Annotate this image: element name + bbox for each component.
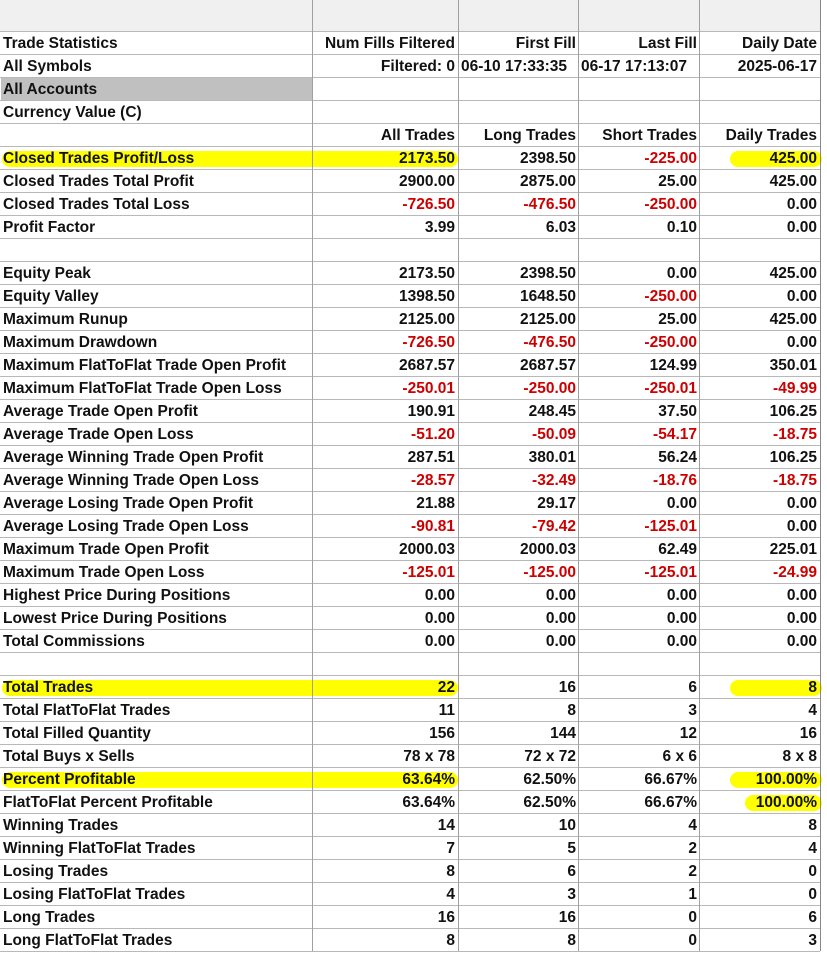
stat-value: -250.01 — [402, 380, 455, 397]
stat-row — [0, 169, 820, 193]
stat-value: 62.50% — [523, 771, 576, 788]
stat-value: 3 — [688, 702, 697, 719]
stat-value: 6 — [567, 863, 576, 880]
header-num-fills[interactable]: Num Fills Filtered — [324, 35, 455, 52]
stat-value: -50.09 — [532, 426, 576, 443]
stat-label: Total FlatToFlat Trades — [3, 702, 171, 719]
stat-value: 3.99 — [424, 219, 455, 236]
stat-row — [0, 859, 820, 883]
header-row — [0, 31, 820, 55]
stat-value: -49.99 — [773, 380, 817, 397]
stat-value: -250.00 — [644, 196, 697, 213]
stat-row — [0, 491, 820, 515]
stat-value: 1 — [688, 886, 697, 903]
stat-value: 10 — [558, 817, 576, 834]
stat-value: 106.25 — [769, 449, 817, 466]
stat-value: -32.49 — [532, 472, 576, 489]
stat-value: 6.03 — [545, 219, 576, 236]
stat-value: 29.17 — [537, 495, 576, 512]
stat-value: 25.00 — [658, 311, 697, 328]
stat-row — [0, 698, 820, 722]
bottom-row — [0, 951, 820, 966]
stat-label: Winning Trades — [3, 817, 119, 834]
stat-label: Losing Trades — [3, 863, 109, 880]
stat-value: 0.00 — [666, 610, 697, 627]
stat-value: 0 — [688, 932, 697, 949]
stat-label: FlatToFlat Percent Profitable — [3, 794, 213, 811]
stat-value: -250.00 — [523, 380, 576, 397]
stat-label: Profit Factor — [3, 219, 96, 236]
stat-value: 2 — [688, 840, 697, 857]
stat-value: 2687.57 — [519, 357, 576, 374]
stat-label: Maximum FlatToFlat Trade Open Profit — [3, 357, 287, 374]
stat-value: -51.20 — [411, 426, 455, 443]
stat-value: 0.00 — [424, 633, 455, 650]
stat-value: 4 — [808, 702, 817, 719]
col-all-trades[interactable]: All Trades — [380, 127, 455, 144]
stat-value: 0.00 — [424, 587, 455, 604]
stat-row — [0, 928, 820, 952]
stat-value: 106.25 — [769, 403, 817, 420]
stat-value: 3 — [567, 886, 576, 903]
stat-value: 0.00 — [786, 334, 817, 351]
header-last-fill[interactable]: Last Fill — [638, 35, 697, 52]
stat-row — [0, 767, 820, 791]
stat-label: Equity Peak — [3, 265, 91, 282]
stat-value: 100.00% — [755, 794, 817, 811]
stat-value: 8 — [567, 932, 576, 949]
stat-label: Long FlatToFlat Trades — [3, 932, 173, 949]
stat-value: -28.57 — [411, 472, 455, 489]
stat-value: 2900.00 — [398, 173, 455, 190]
top-blank-row — [0, 0, 820, 31]
stat-value: 248.45 — [528, 403, 576, 420]
stat-value: 0.00 — [545, 610, 576, 627]
stat-label: Total Trades — [3, 679, 94, 696]
stat-row — [0, 330, 820, 354]
stat-value: 425.00 — [769, 265, 817, 282]
stat-label: Average Trade Open Loss — [3, 426, 194, 443]
daily-date-value: 2025-06-17 — [737, 58, 817, 75]
stat-value: 287.51 — [407, 449, 455, 466]
stat-value: 0.00 — [666, 633, 697, 650]
stat-value: 72 x 72 — [524, 748, 576, 765]
symbols-row — [0, 54, 820, 78]
stat-value: 2173.50 — [398, 265, 455, 282]
stat-value: -125.01 — [402, 564, 455, 581]
stat-value: 16 — [558, 909, 576, 926]
stat-value: 8 x 8 — [782, 748, 817, 765]
col-daily-trades[interactable]: Daily Trades — [725, 127, 817, 144]
stat-value: 2398.50 — [519, 265, 576, 282]
stat-value: 100.00% — [755, 771, 817, 788]
stat-value: 21.88 — [416, 495, 455, 512]
stat-value: 22 — [437, 679, 455, 696]
stat-label: Average Losing Trade Open Loss — [3, 518, 249, 535]
stat-value: 7 — [446, 840, 455, 857]
stat-value: 380.01 — [528, 449, 576, 466]
stat-value: -250.00 — [644, 334, 697, 351]
stat-label: Maximum FlatToFlat Trade Open Loss — [3, 380, 282, 397]
stat-label: Percent Profitable — [3, 771, 136, 788]
stat-row — [0, 813, 820, 837]
first-fill-value: 06-10 17:33:35 — [461, 58, 567, 75]
stat-value: 16 — [799, 725, 817, 742]
stat-row — [0, 790, 820, 814]
stat-value: 425.00 — [769, 150, 817, 167]
stat-row — [0, 353, 820, 377]
stat-value: 0.00 — [424, 610, 455, 627]
stat-row — [0, 284, 820, 308]
stat-value: -476.50 — [523, 196, 576, 213]
column-header-row — [0, 123, 820, 147]
stat-row — [0, 376, 820, 400]
stat-value: 0.00 — [545, 633, 576, 650]
stat-value: 62.49 — [658, 541, 697, 558]
grid-divider — [458, 0, 459, 951]
stat-value: 6 — [808, 909, 817, 926]
stat-label: Closed Trades Profit/Loss — [3, 150, 195, 167]
stat-value: 16 — [437, 909, 455, 926]
stat-value: 63.64% — [402, 771, 455, 788]
stat-value: 56.24 — [658, 449, 697, 466]
header-daily-date[interactable]: Daily Date — [742, 35, 817, 52]
blank-row — [0, 238, 820, 262]
stat-value: 12 — [679, 725, 697, 742]
stat-value: 0.00 — [786, 610, 817, 627]
stat-value: 6 x 6 — [662, 748, 697, 765]
stat-value: 2398.50 — [519, 150, 576, 167]
stat-label: Average Losing Trade Open Profit — [3, 495, 254, 512]
stat-row — [0, 721, 820, 745]
stat-value: -476.50 — [523, 334, 576, 351]
stat-value: 5 — [567, 840, 576, 857]
stat-value: 8 — [446, 932, 455, 949]
stat-value: 0.00 — [786, 633, 817, 650]
grid-divider — [578, 0, 579, 951]
stat-row — [0, 261, 820, 285]
header-first-fill[interactable]: First Fill — [515, 35, 576, 52]
stat-value: -24.99 — [773, 564, 817, 581]
stat-value: 225.01 — [769, 541, 817, 558]
stat-value: 11 — [438, 702, 455, 719]
stat-value: 66.67% — [644, 794, 697, 811]
stat-value: 190.91 — [407, 403, 455, 420]
stat-value: 0 — [808, 863, 817, 880]
stat-label: Average Winning Trade Open Profit — [3, 449, 264, 466]
stat-value: -125.00 — [523, 564, 576, 581]
stat-label: Closed Trades Total Loss — [3, 196, 190, 213]
stat-value: 8 — [446, 863, 455, 880]
header-label: Trade Statistics — [3, 35, 118, 52]
stat-row — [0, 514, 820, 538]
stat-row — [0, 537, 820, 561]
stat-label: Lowest Price During Positions — [3, 610, 227, 627]
currency-row — [0, 100, 820, 124]
stat-value: 2875.00 — [519, 173, 576, 190]
stat-value: 124.99 — [649, 357, 697, 374]
stat-value: 1648.50 — [519, 288, 576, 305]
stat-label: Equity Valley — [3, 288, 99, 305]
stat-value: 66.67% — [644, 771, 697, 788]
stat-label: Losing FlatToFlat Trades — [3, 886, 186, 903]
stat-value: 0.00 — [786, 196, 817, 213]
blank-row — [0, 652, 820, 676]
stat-value: -18.76 — [653, 472, 697, 489]
stat-label: Average Winning Trade Open Loss — [3, 472, 259, 489]
stat-row — [0, 192, 820, 216]
stat-row — [0, 422, 820, 446]
stat-value: 16 — [558, 679, 576, 696]
stat-row — [0, 583, 820, 607]
stat-value: 0.00 — [786, 495, 817, 512]
stat-row — [0, 629, 820, 653]
grid-border — [820, 0, 821, 951]
stat-value: 0.00 — [786, 288, 817, 305]
stat-value: 1398.50 — [398, 288, 455, 305]
stat-value: 78 x 78 — [403, 748, 455, 765]
stat-row — [0, 606, 820, 630]
stat-label: Maximum Trade Open Profit — [3, 541, 209, 558]
stat-value: 2000.03 — [398, 541, 455, 558]
stat-label: Winning FlatToFlat Trades — [3, 840, 196, 857]
accounts-label[interactable]: All Accounts — [1, 78, 312, 101]
stat-label: Maximum Drawdown — [3, 334, 158, 351]
stat-value: 0 — [808, 886, 817, 903]
stat-value: 4 — [808, 840, 817, 857]
stat-value: -125.01 — [644, 518, 697, 535]
stat-value: -79.42 — [532, 518, 576, 535]
stat-row — [0, 215, 820, 239]
stat-value: 4 — [446, 886, 455, 903]
stat-value: 0.10 — [666, 219, 697, 236]
stat-row — [0, 307, 820, 331]
stat-label: Maximum Trade Open Loss — [3, 564, 205, 581]
stat-row — [0, 445, 820, 469]
stat-row — [0, 744, 820, 768]
stat-value: -225.00 — [644, 150, 697, 167]
last-fill-value: 06-17 17:13:07 — [581, 58, 687, 75]
stat-value: 2173.50 — [398, 150, 455, 167]
stat-value: 6 — [688, 679, 697, 696]
stat-value: -250.01 — [644, 380, 697, 397]
stat-value: -726.50 — [402, 334, 455, 351]
stat-value: 8 — [567, 702, 576, 719]
stat-value: 0.00 — [786, 219, 817, 236]
stat-value: -90.81 — [411, 518, 455, 535]
stat-value: -18.75 — [773, 426, 817, 443]
grid-divider — [699, 0, 700, 951]
stat-value: 2125.00 — [398, 311, 455, 328]
stat-value: 2125.00 — [519, 311, 576, 328]
stat-value: -18.75 — [773, 472, 817, 489]
stat-value: 0.00 — [545, 587, 576, 604]
stat-label: Maximum Runup — [3, 311, 128, 328]
stat-value: 37.50 — [658, 403, 697, 420]
stat-value: 2 — [688, 863, 697, 880]
stat-value: 0.00 — [666, 265, 697, 282]
stat-row — [0, 905, 820, 929]
stat-value: 144 — [550, 725, 576, 742]
stat-value: 0.00 — [786, 518, 817, 535]
col-long-trades[interactable]: Long Trades — [483, 127, 576, 144]
stat-value: 2000.03 — [519, 541, 576, 558]
stat-row — [0, 146, 820, 170]
stat-value: 62.50% — [523, 794, 576, 811]
stat-value: -54.17 — [653, 426, 697, 443]
stat-label: Highest Price During Positions — [3, 587, 231, 604]
stat-value: 0.00 — [666, 495, 697, 512]
stat-value: 25.00 — [658, 173, 697, 190]
stat-value: 156 — [429, 725, 455, 742]
filtered-value: Filtered: 0 — [380, 58, 455, 75]
stat-value: 8 — [808, 679, 817, 696]
stat-value: 350.01 — [769, 357, 817, 374]
stat-label: Average Trade Open Profit — [3, 403, 198, 420]
symbols-label: All Symbols — [3, 58, 92, 75]
stat-value: 0.00 — [666, 587, 697, 604]
stat-value: 425.00 — [769, 311, 817, 328]
stat-value: 0 — [688, 909, 697, 926]
grid-divider — [312, 0, 313, 951]
stat-row — [0, 675, 820, 699]
stat-value: 425.00 — [769, 173, 817, 190]
stat-label: Total Buys x Sells — [3, 748, 135, 765]
stat-value: 4 — [688, 817, 697, 834]
stat-label: Long Trades — [3, 909, 96, 926]
stat-label: Total Filled Quantity — [3, 725, 151, 742]
stat-value: -125.01 — [644, 564, 697, 581]
currency-label: Currency Value (C) — [3, 104, 142, 121]
stat-label: Total Commissions — [3, 633, 145, 650]
stat-row — [0, 468, 820, 492]
col-short-trades[interactable]: Short Trades — [602, 127, 697, 144]
stat-row — [0, 836, 820, 860]
stat-value: 14 — [437, 817, 455, 834]
stat-value: 3 — [808, 932, 817, 949]
stat-value: 2687.57 — [398, 357, 455, 374]
accounts-row — [0, 77, 820, 101]
stat-value: 8 — [808, 817, 817, 834]
stat-value: -726.50 — [402, 196, 455, 213]
stat-row — [0, 399, 820, 423]
stat-row — [0, 560, 820, 584]
stat-value: 63.64% — [402, 794, 455, 811]
stat-row — [0, 882, 820, 906]
stat-value: 0.00 — [786, 587, 817, 604]
stat-label: Closed Trades Total Profit — [3, 173, 194, 190]
stat-value: -250.00 — [644, 288, 697, 305]
